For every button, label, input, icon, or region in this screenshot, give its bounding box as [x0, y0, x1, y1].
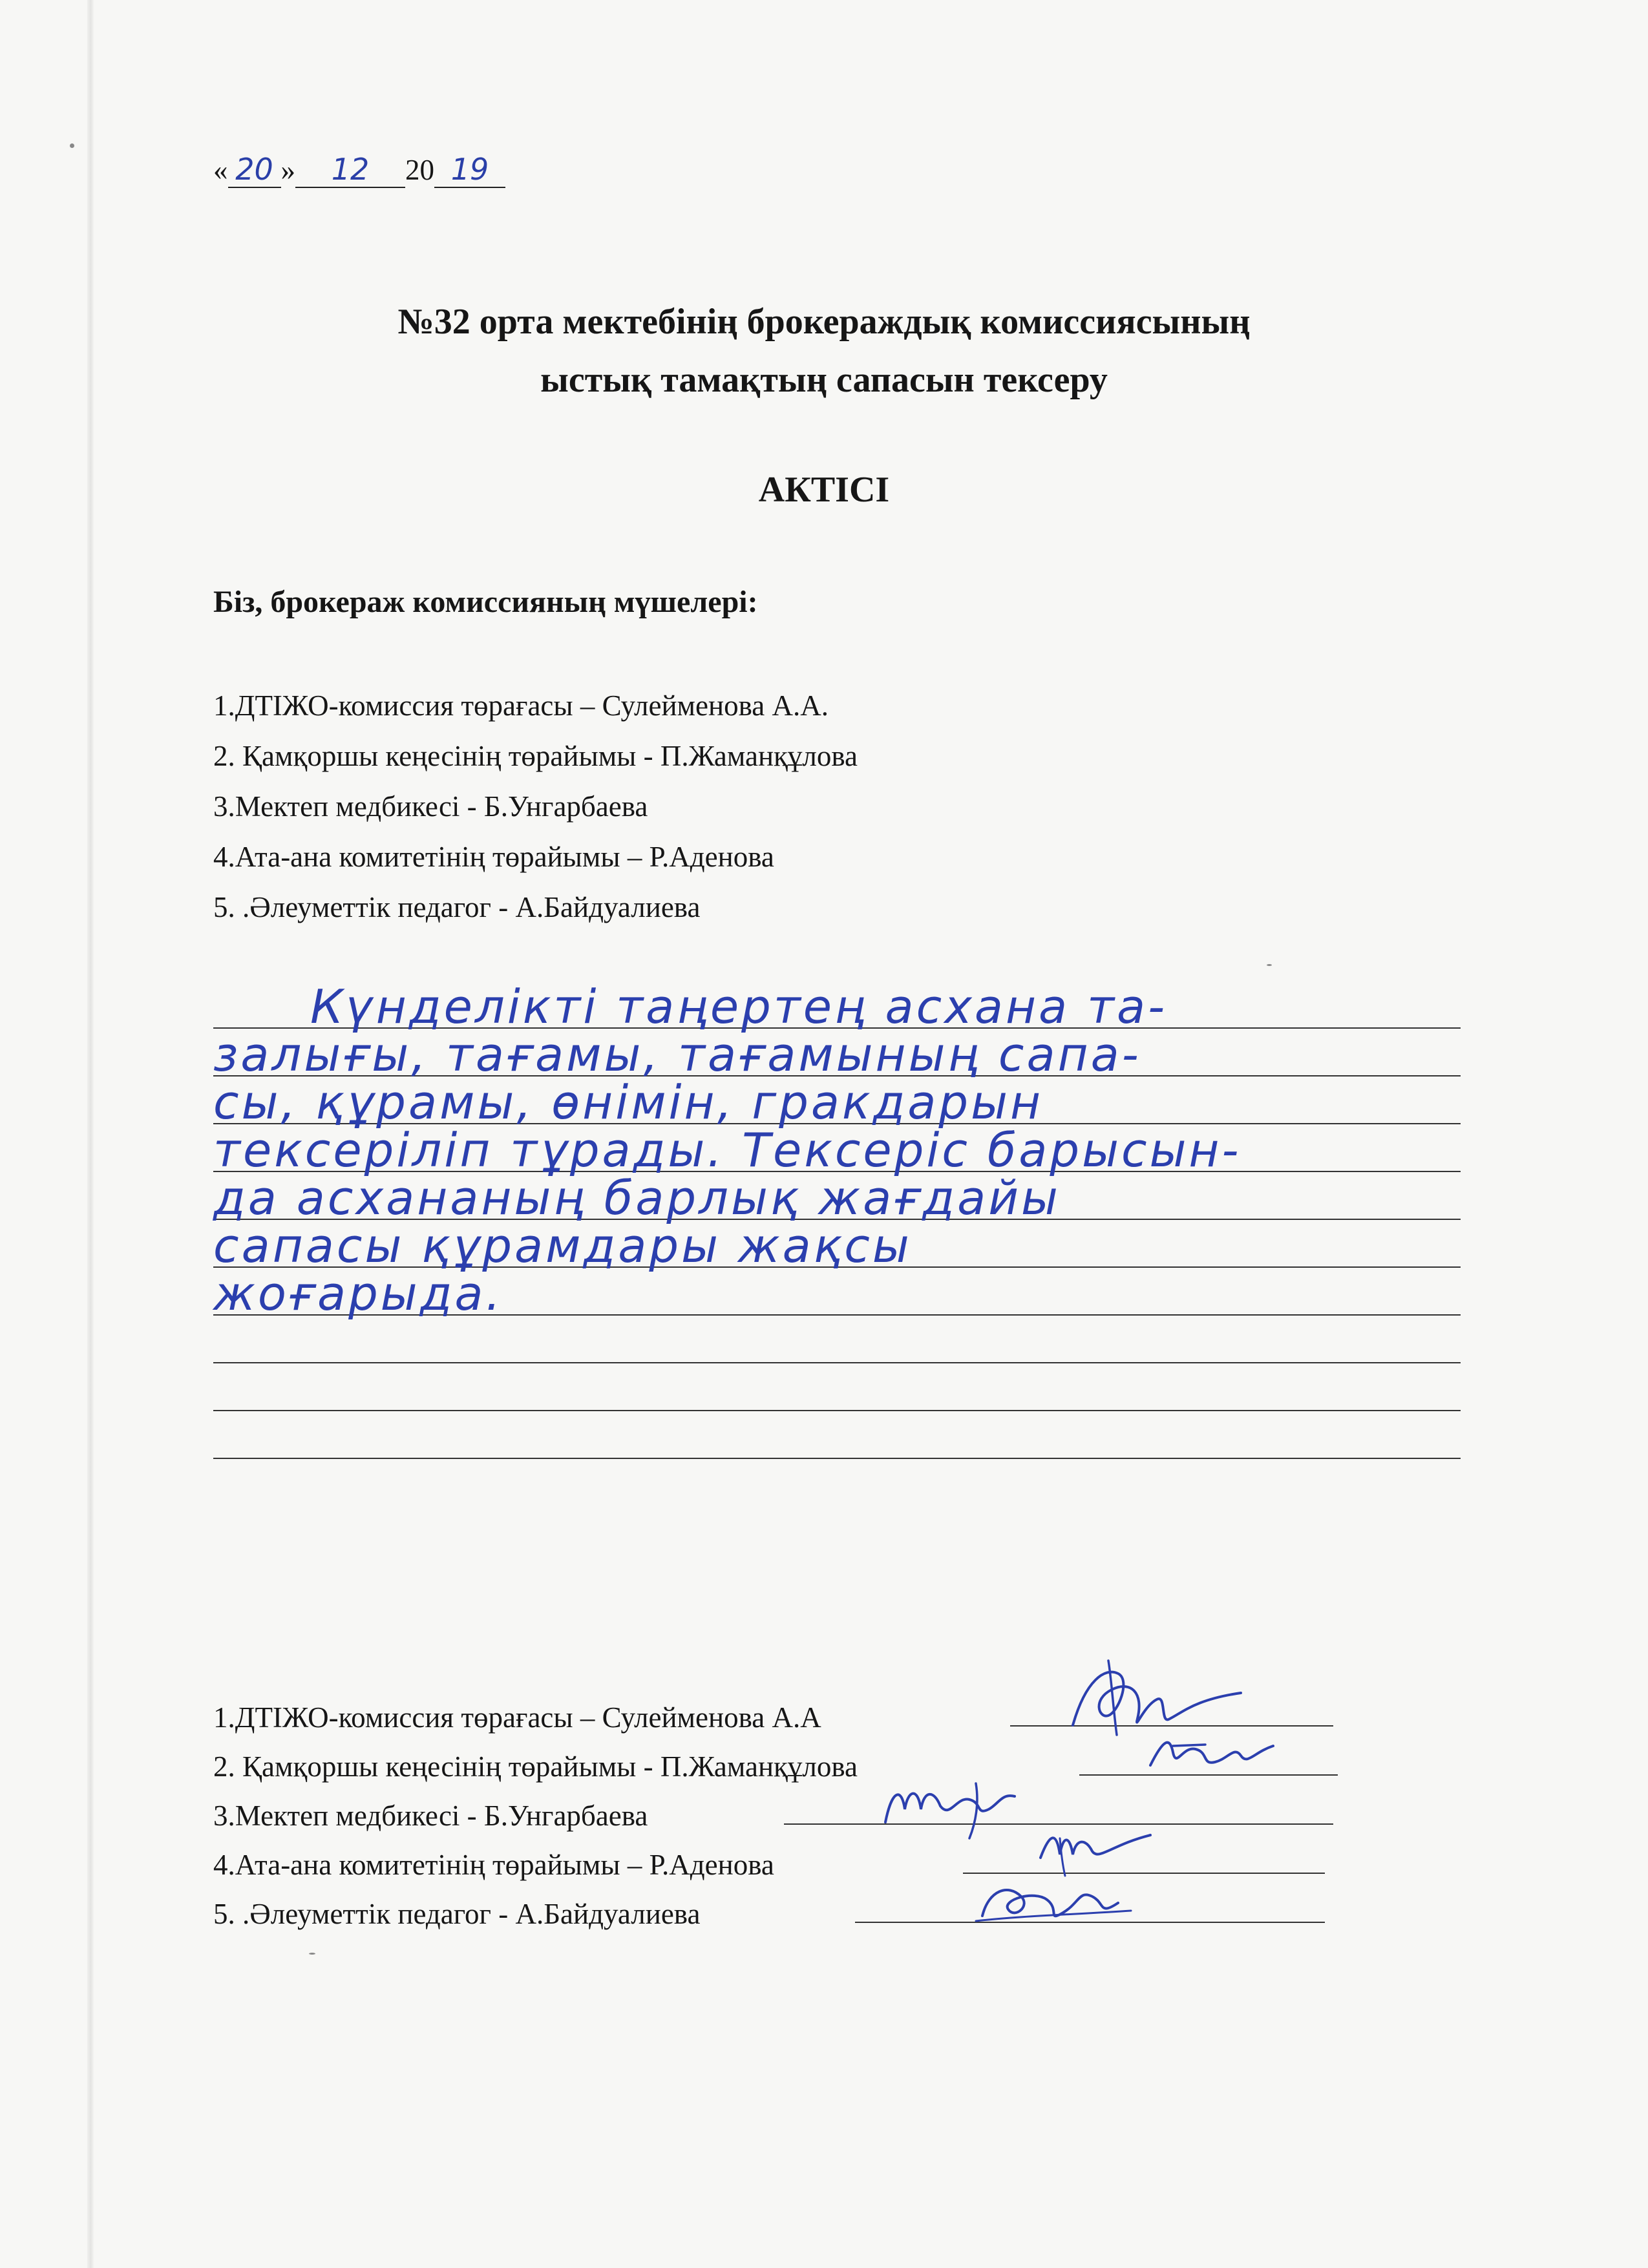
member-item: 3.Мектеп медбикесі - Б.Унгарбаева	[213, 790, 648, 823]
handwritten-line: Күнделікті таңертең асхана та-	[310, 980, 1168, 1034]
signature-mark-board	[1144, 1727, 1286, 1778]
handwritten-line: тексеріліп тұрады. Тексеріс барысын-	[213, 1123, 1241, 1177]
signature-mark-nurse	[879, 1770, 1034, 1842]
scan-speck	[70, 143, 74, 148]
handwritten-line: сапасы құрамдары жақсы	[213, 1219, 912, 1273]
scan-speck	[1267, 964, 1272, 966]
date-open-quote: «	[213, 154, 228, 186]
signature-mark-social-pedagogue	[969, 1871, 1137, 1935]
signature-row	[213, 1701, 821, 1734]
date-year-suffix: 19	[434, 152, 505, 188]
date-month: 12	[295, 152, 405, 188]
handwritten-line: залығы, тағамы, тағамының сапа-	[213, 1027, 1141, 1082]
signature-label: 4.Ата-ана комитетінің төрайымы – Р.Аденова	[213, 1849, 774, 1881]
ruled-line	[213, 1458, 1461, 1459]
binding-shadow	[87, 0, 94, 2268]
signature-label: 5. .Әлеуметтік педагог - А.Байдуалиева	[213, 1898, 701, 1930]
handwritten-line: жоғарыда.	[213, 1266, 503, 1321]
date-day: 20	[228, 152, 281, 188]
ruled-line	[213, 1362, 1461, 1363]
signature-row	[213, 1848, 774, 1882]
signature-row	[213, 1799, 648, 1832]
signature-label: 3.Мектеп медбикесі - Б.Унгарбаева	[213, 1800, 648, 1832]
handwritten-line: да асхананың барлық жағдайы	[213, 1171, 1061, 1225]
member-item: 1.ДТІЖО-комиссия төрағасы – Сулейменова А.А.	[213, 689, 829, 722]
title-line-2: ыстық тамақтың сапасын тексеру	[540, 360, 1108, 400]
member-item: 5. .Әлеуметтік педагог - А.Байдуалиева	[213, 891, 701, 923]
member-item: 4.Ата-ана комитетінің төрайымы – Р.Аденова	[213, 841, 774, 873]
document-type-heading: АКТІСІ	[758, 470, 890, 510]
scan-speck	[309, 1953, 315, 1955]
handwritten-line: сы, құрамы, өнімін, гракдарын	[213, 1075, 1044, 1129]
date-close-quote: »	[280, 154, 295, 186]
signature-row	[213, 1897, 700, 1931]
date-year-prefix: 20	[405, 154, 434, 186]
signature-label: 1.ДТІЖО-комиссия төрағасы – Сулейменова А.А	[213, 1701, 821, 1734]
member-item: 2. Қамқоршы кеңесінің төрайымы - П.Жаманқұлова	[213, 740, 858, 772]
intro-text: Біз, брокераж комиссияның мүшелері:	[213, 585, 758, 619]
ruled-line	[213, 1410, 1461, 1411]
title-line-1: №32 орта мектебінің брокераждық комиссиясының	[397, 302, 1251, 342]
document-date	[213, 152, 505, 188]
signature-label: 2. Қамқоршы кеңесінің төрайымы - П.Жаманқұлова	[213, 1750, 858, 1783]
signature-mark-chair	[1047, 1654, 1260, 1738]
signature-row	[213, 1750, 858, 1783]
signature-mark-parents	[1034, 1819, 1157, 1877]
